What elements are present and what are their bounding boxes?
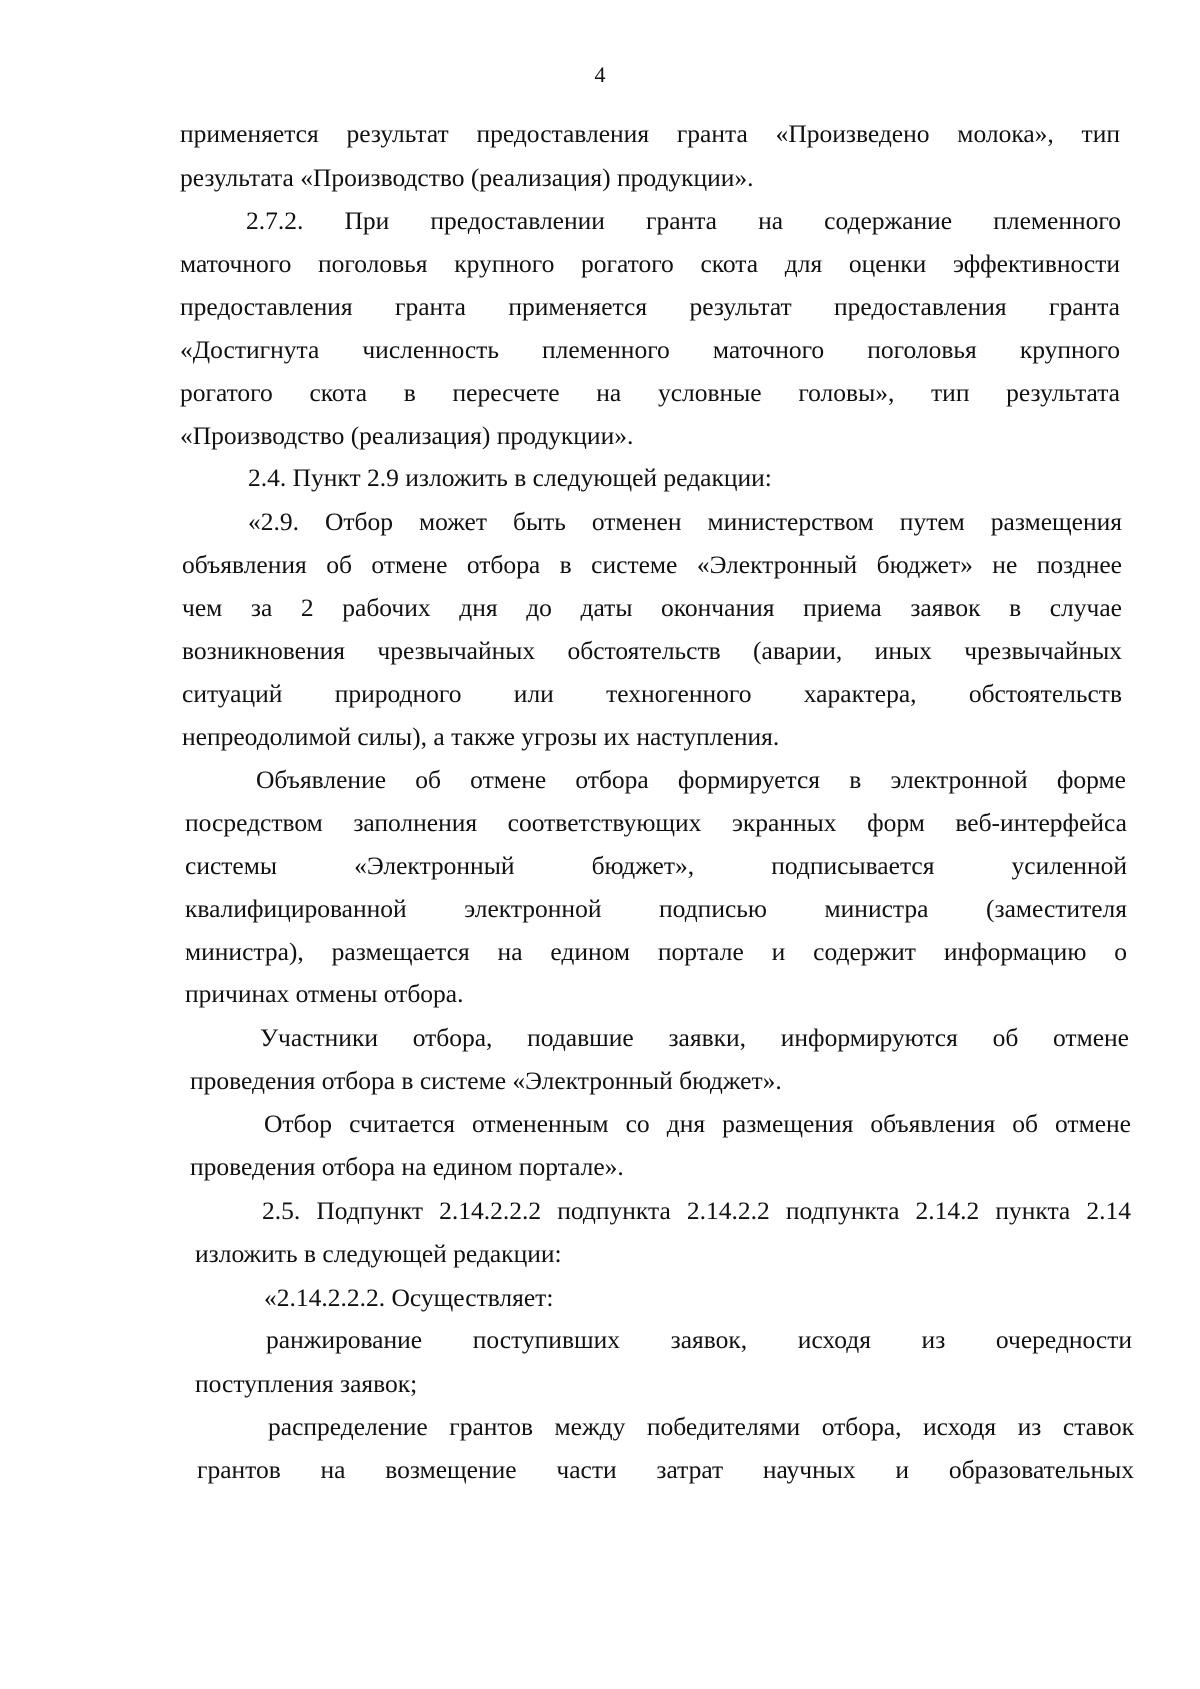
- text-line: 2.7.2. При предоставлении гранта на содержание племенного: [246, 206, 1121, 235]
- text-line: министра), размещается на едином портале и содержит информацию о: [185, 937, 1127, 966]
- text-line: возникновения чрезвычайных обстоятельств (аварии, иных чрезвычайных: [182, 636, 1122, 665]
- text-line: распределение грантов между победителями отбора, исходя из ставок: [268, 1412, 1134, 1441]
- text-line: изложить в следующей редакции:: [195, 1239, 562, 1268]
- text-line: квалифицированной электронной подписью министра (заместителя: [185, 894, 1127, 923]
- text-line: «Достигнута численность племенного маточного поголовья крупного: [180, 335, 1120, 364]
- text-line: рогатого скота в пересчете на условные головы», тип результата: [180, 378, 1120, 407]
- text-line: 2.5. Подпункт 2.14.2.2.2 подпункта 2.14.2.2 подпункта 2.14.2 пункта 2.14: [262, 1196, 1131, 1225]
- text-line: объявления об отмене отбора в системе «Электронный бюджет» не позднее: [182, 550, 1122, 579]
- text-line: поступления заявок;: [195, 1369, 418, 1398]
- text-line: проведения отбора на едином портале».: [190, 1152, 624, 1181]
- text-line: Отбор считается отмененным со дня размещения объявления об отмене: [264, 1109, 1131, 1138]
- text-line: непреодолимой силы), а также угрозы их наступления.: [182, 722, 780, 751]
- text-line: 2.4. Пункт 2.9 изложить в следующей редакции:: [248, 463, 772, 492]
- text-line: посредством заполнения соответствующих экранных форм веб-интерфейса: [185, 808, 1127, 837]
- text-line: применяется результат предоставления гранта «Произведено молока», тип: [180, 119, 1120, 148]
- text-line: «2.9. Отбор может быть отменен министерством путем размещения: [248, 507, 1122, 536]
- text-line: предоставления гранта применяется результат предоставления гранта: [180, 292, 1120, 321]
- text-line: чем за 2 рабочих дня до даты окончания приема заявок в случае: [182, 593, 1122, 622]
- text-line: результата «Производство (реализация) продукции».: [180, 163, 754, 192]
- text-line: системы «Электронный бюджет», подписывается усиленной: [185, 851, 1127, 880]
- text-line: проведения отбора в системе «Электронный бюджет».: [190, 1066, 782, 1095]
- text-line: маточного поголовья крупного рогатого скота для оценки эффективности: [180, 249, 1120, 278]
- text-line: причинах отмены отбора.: [185, 979, 464, 1008]
- text-line: «Производство (реализация) продукции».: [180, 421, 634, 450]
- text-line: ситуаций природного или техногенного характера, обстоятельств: [182, 679, 1122, 708]
- text-line: «2.14.2.2.2. Осуществляет:: [264, 1283, 554, 1312]
- text-line: Участники отбора, подавшие заявки, информируются об отмене: [260, 1023, 1129, 1052]
- text-line: ранжирование поступивших заявок, исходя из очередности: [266, 1325, 1132, 1354]
- text-line: Объявление об отмене отбора формируется в электронной форме: [256, 765, 1126, 794]
- text-line: грантов на возмещение части затрат научных и образовательных: [197, 1455, 1134, 1484]
- page-number: 4: [594, 62, 606, 87]
